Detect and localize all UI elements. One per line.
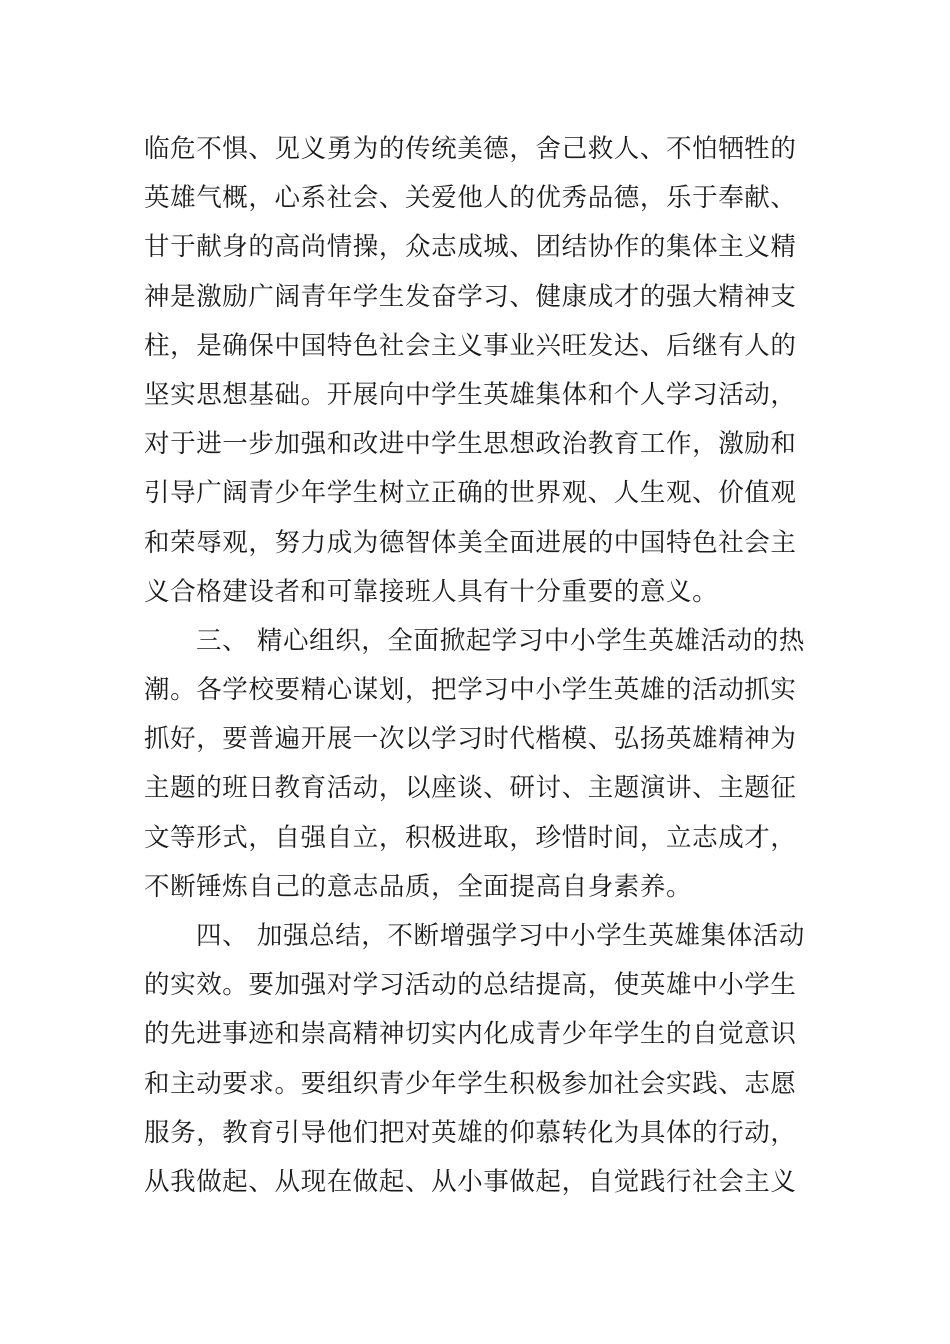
text-line: 从我做起、从现在做起、从小事做起，自觉践行社会主义: [144, 1166, 797, 1197]
section-heading-line: 四、 加强总结，不断增强学习中小学生英雄集体活动: [196, 921, 806, 951]
text-line: 的实效。要加强对学习活动的总结提高，使英雄中小学生: [144, 970, 797, 1001]
section-heading-line: 三、 精心组织，全面掀起学习中小学生英雄活动的热: [196, 625, 806, 656]
text-line: 临危不惧、见义勇为的传统美德，舍己救人、不怕牺牲的: [144, 134, 797, 164]
text-line: 义合格建设者和可靠接班人具有十分重要的意义。: [144, 576, 719, 607]
text-line: 不断锤炼自己的意志品质，全面提高自身素养。: [144, 871, 693, 902]
text-line: 神是激励广阔青年学生发奋学习、健康成才的强大精神支: [144, 281, 797, 312]
body-text: [144, 125, 814, 1207]
text-line: 坚实思想基础。开展向中学生英雄集体和个人学习活动，: [144, 379, 797, 410]
text-line: 主题的班日教育活动，以座谈、研讨、主题演讲、主题征: [144, 773, 797, 804]
text-line: 潮。各学校要精心谋划，把学习中小学生英雄的活动抓实: [144, 675, 797, 706]
text-line: 和荣辱观，努力成为德智体美全面进展的中国特色社会主: [144, 527, 797, 558]
text-line: 英雄气概，心系社会、关爱他人的优秀品德，乐于奉献、: [144, 183, 797, 214]
text-line: 和主动要求。要组织青少年学生积极参加社会实践、志愿: [144, 1068, 797, 1099]
text-line: 引导广阔青少年学生树立正确的世界观、人生观、价值观: [144, 478, 797, 509]
text-line: 柱，是确保中国特色社会主义事业兴旺发达、后继有人的: [144, 330, 797, 361]
text-line: 的先进事迹和崇高精神切实内化成青少年学生的自觉意识: [144, 1019, 797, 1050]
text-line: 对于进一步加强和改进中学生思想政治教育工作，激励和: [144, 429, 797, 460]
text-line: 甘于献身的高尚情操，众志成城、团结协作的集体主义精: [144, 232, 797, 263]
text-line: 文等形式，自强自立，积极进取，珍惜时间，立志成才，: [144, 822, 797, 853]
text-line: 抓好，要普遍开展一次以学习时代楷模、弘扬英雄精神为: [144, 724, 797, 755]
text-line: 服务，教育引导他们把对英雄的仰慕转化为具体的行动，: [144, 1117, 797, 1148]
